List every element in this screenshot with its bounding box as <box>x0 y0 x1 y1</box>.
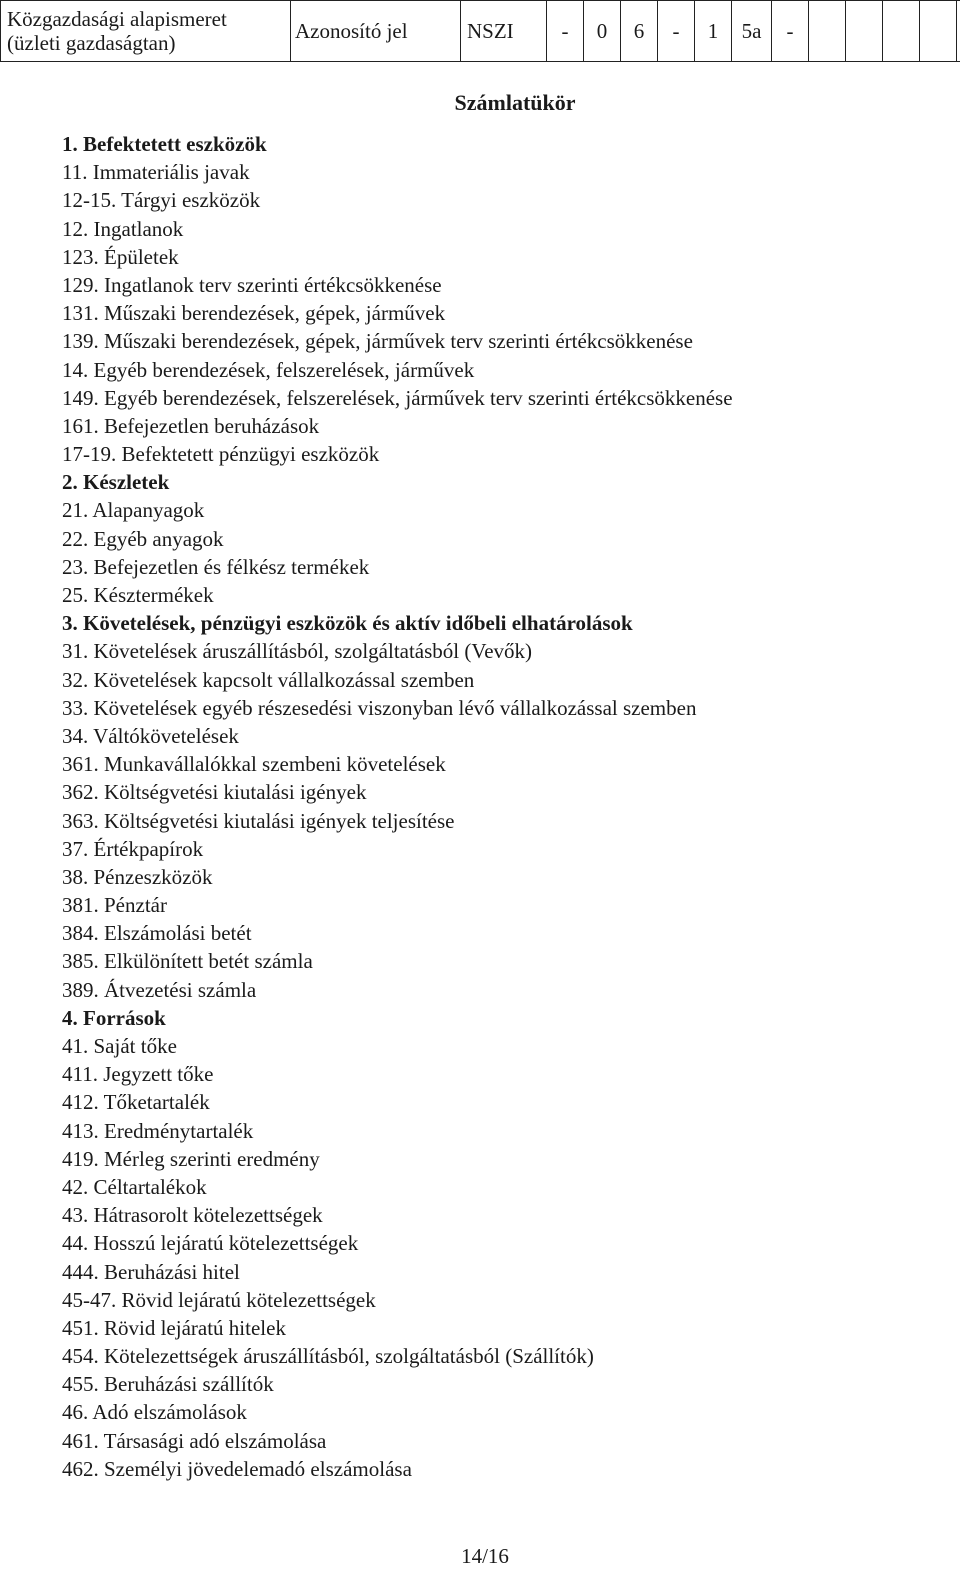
account-group-heading: 4. Források <box>62 1005 166 1030</box>
account-item: 123. Épületek <box>62 244 179 269</box>
account-item: 45-47. Rövid lejáratú kötelezettségek <box>62 1287 376 1312</box>
account-item: 461. Társasági adó elszámolása <box>62 1428 327 1453</box>
account-item: 131. Műszaki berendezések, gépek, járművek <box>62 301 446 326</box>
subject-cell <box>1 1 291 62</box>
account-item: 412. Tőketartalék <box>62 1090 210 1115</box>
account-group-heading: 2. Készletek <box>62 470 170 495</box>
account-item: 12. Ingatlanok <box>62 216 184 241</box>
code-char-cell <box>957 1 960 62</box>
account-item: 38. Pénzeszközök <box>62 864 213 889</box>
code-char-cell: - <box>547 1 584 62</box>
code-char-cell: 0 <box>584 1 621 62</box>
account-item: 385. Elkülönített betét számla <box>62 949 313 974</box>
page-title: Számlatükör <box>454 90 576 115</box>
account-item: 413. Eredménytartalék <box>62 1118 254 1143</box>
code-char-cell <box>809 1 846 62</box>
account-item: 455. Beruházási szállítók <box>62 1372 274 1397</box>
code-char-cell: - <box>772 1 809 62</box>
account-item: 161. Befejezetlen beruházások <box>62 413 320 438</box>
account-item: 37. Értékpapírok <box>62 836 204 861</box>
id-label: Azonosító jel <box>291 1 461 62</box>
account-item: 21. Alapanyagok <box>62 498 205 523</box>
account-item: 34. Váltókövetelések <box>62 723 239 748</box>
account-item: 46. Adó elszámolások <box>62 1400 247 1425</box>
subject-line-2: (üzleti gazdaságtan) <box>7 31 176 55</box>
account-item: 32. Követelések kapcsolt vállalkozással szemben <box>62 667 475 692</box>
account-item: 389. Átvezetési számla <box>62 977 257 1002</box>
account-item: 411. Jegyzett tőke <box>62 1062 214 1087</box>
account-item: 22. Egyéb anyagok <box>62 526 224 551</box>
account-item: 362. Költségvetési kiutalási igények <box>62 780 367 805</box>
code-char-cell: - <box>658 1 695 62</box>
account-item: 384. Elszámolási betét <box>62 921 252 946</box>
account-item: 419. Mérleg szerinti eredmény <box>62 1146 320 1171</box>
code-char-cell: 1 <box>695 1 732 62</box>
code-prefix: NSZI <box>461 1 547 62</box>
account-item: 361. Munkavállalókkal szembeni követelések <box>62 752 446 777</box>
account-item: 42. Céltartalékok <box>62 1174 207 1199</box>
account-item: 17-19. Befektetett pénzügyi eszközök <box>62 442 380 467</box>
code-char-cell <box>846 1 883 62</box>
code-char-cell: 6 <box>621 1 658 62</box>
account-item: 31. Követelések áruszállításból, szolgáltatásból (Vevők) <box>62 639 533 664</box>
page-number: 14/16 <box>461 1544 509 1568</box>
account-item: 12-15. Tárgyi eszközök <box>62 188 261 213</box>
account-item: 25. Késztermékek <box>62 583 214 607</box>
account-item: 41. Saját tőke <box>62 1034 177 1058</box>
account-item: 454. Kötelezettségek áruszállításból, szolgáltatásból (Szállítók) <box>62 1344 594 1369</box>
account-item: 139. Műszaki berendezések, gépek, járművek terv szerinti értékcsökkenése <box>62 329 693 354</box>
account-item: 451. Rövid lejáratú hitelek <box>62 1315 286 1340</box>
account-item: 14. Egyéb berendezések, felszerelések, járművek <box>62 357 475 382</box>
account-item: 23. Befejezetlen és félkész termékek <box>62 554 370 579</box>
account-item: 444. Beruházási hitel <box>62 1259 240 1284</box>
header-table <box>0 0 960 62</box>
account-item: 381. Pénztár <box>62 893 167 918</box>
account-item: 363. Költségvetési kiutalási igények teljesítése <box>62 808 455 833</box>
code-char-cell: 5a <box>732 1 772 62</box>
account-group-heading: 3. Követelések, pénzügyi eszközök és aktív időbeli elhatárolások <box>62 611 633 636</box>
account-item: 33. Követelések egyéb részesedési viszonyban lévő vállalkozással szemben <box>62 695 697 720</box>
account-item: 149. Egyéb berendezések, felszerelések, járművek terv szerinti értékcsökkenése <box>62 385 733 410</box>
account-item: 43. Hátrasorolt kötelezettségek <box>62 1203 323 1228</box>
account-list <box>62 130 733 1483</box>
account-item: 129. Ingatlanok terv szerinti értékcsökkenése <box>62 272 442 297</box>
account-item: 44. Hosszú lejáratú kötelezettségek <box>62 1231 359 1256</box>
code-char-cell <box>920 1 957 62</box>
code-char-cell <box>883 1 920 62</box>
subject-line-1: Közgazdasági alapismeret <box>7 7 227 31</box>
account-item: 11. Immateriális javak <box>62 160 250 185</box>
account-group-heading: 1. Befektetett eszközök <box>62 132 267 156</box>
account-item: 462. Személyi jövedelemadó elszámolása <box>62 1456 412 1481</box>
